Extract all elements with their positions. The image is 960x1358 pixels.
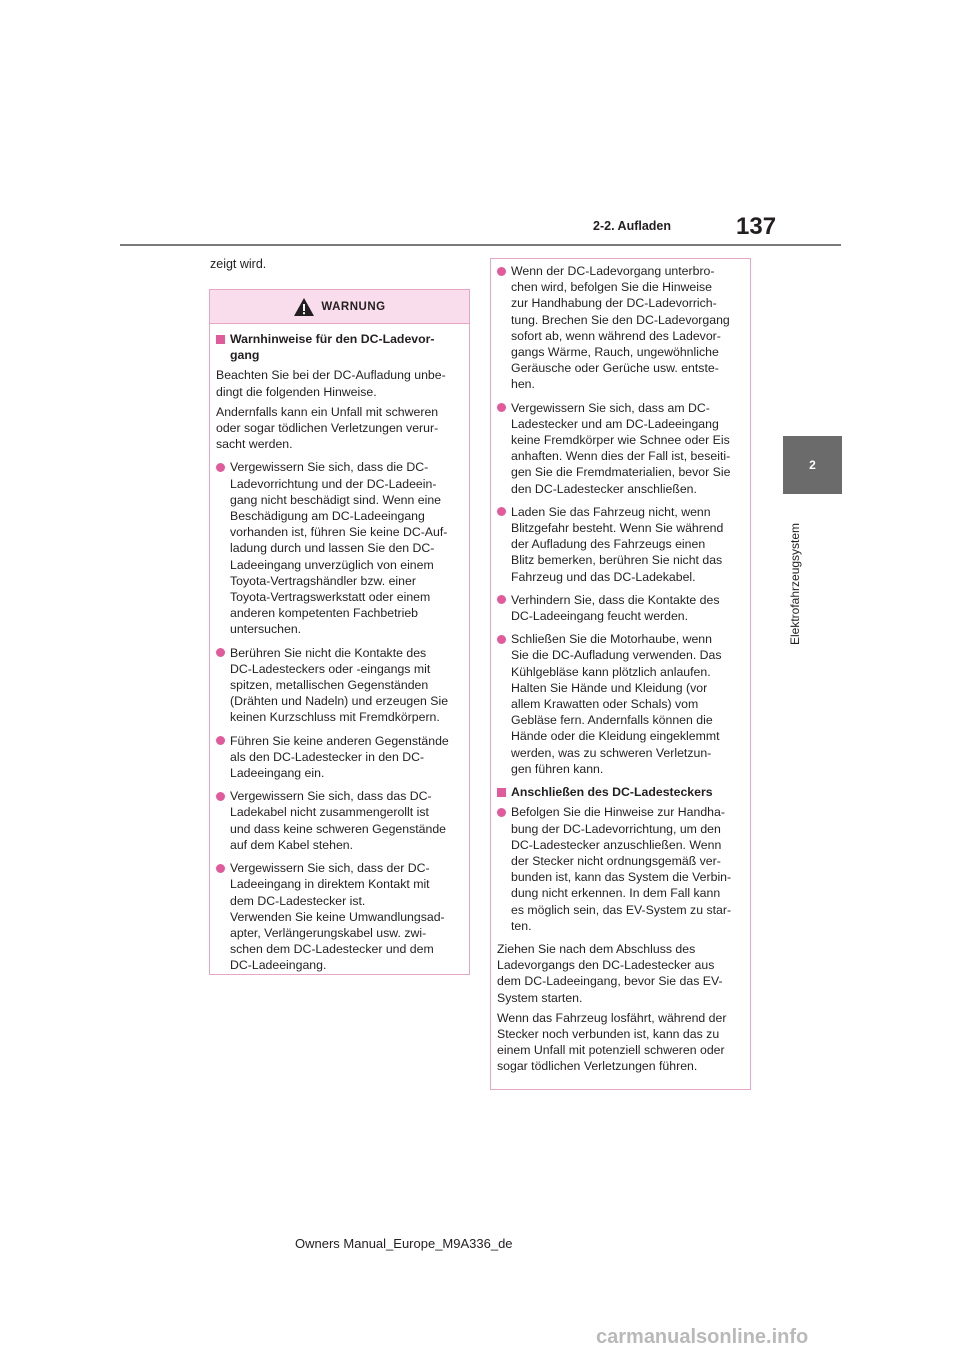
- list-item: [497, 504, 744, 585]
- warning-triangle-icon: [293, 297, 315, 317]
- list-item: [216, 459, 463, 637]
- square-bullet-icon: [216, 335, 225, 344]
- paragraph: Andernfalls kann ein Unfall mit schweren oder sogar tödlichen Verletzungen verur- sacht werden.: [216, 404, 439, 452]
- paragraph: Ziehen Sie nach dem Abschluss des Ladevorgangs den DC-Ladestecker aus dem DC-Ladeeingang, bevor Sie das EV- System starten.: [497, 941, 723, 1005]
- subheading-text: Warnhinweise für den DC-Ladevor- gang: [230, 332, 435, 363]
- square-bullet-icon: [497, 788, 506, 797]
- connect-subheading: [497, 784, 744, 800]
- bullet-dot-icon: [216, 648, 225, 657]
- list-item: [216, 788, 463, 853]
- list-item-text: Befolgen Sie die Hinweise zur Handha- bung der DC-Ladevorrichtung, um den DC-Ladestecker anzuschließen. Wenn der Stecker nicht ordnungsgemäß ver- bunden ist, kann das System die Verbin- dung nicht erkennen. In dem Fall kann es möglich sein, das EV-System zu star- ten.: [511, 805, 732, 933]
- list-item-text: Vergewissern Sie sich, dass der DC- Ladeeingang in direktem Kontakt mit dem DC-Ladestecker ist. Verwenden Sie keine Umwandlungsad- apter, Verlängerungskabel usw. zwi- schen dem DC-Ladestecker und dem DC-Ladeeingang.: [230, 861, 445, 973]
- list-item-text: Vergewissern Sie sich, dass die DC- Ladevorrichtung und der DC-Ladeein- gang nicht beschädigt sind. Wenn eine Beschädigung am DC-Ladeeingang vorhanden ist, führen Sie keine DC-Auf- ladung durch und lassen Sie den DC- Ladeeingang unverzüglich von einem Toyota-Vertragshändler bzw. einer Toyota-Vertragswerkstatt oder einem anderen kompetenten Fachbetrieb untersuchen.: [230, 460, 448, 637]
- list-item: [497, 400, 744, 497]
- bullet-dot-icon: [497, 267, 506, 276]
- list-item: [497, 804, 744, 934]
- bullet-dot-icon: [497, 635, 506, 644]
- list-item: [497, 592, 744, 624]
- chapter-tab: 2: [783, 436, 842, 494]
- list-item: [216, 733, 463, 782]
- bullet-dot-icon: [497, 808, 506, 817]
- header-divider: [120, 244, 841, 246]
- list-item-text: Vergewissern Sie sich, dass am DC- Ladestecker und am DC-Ladeeingang keine Fremdkörper wie Schnee oder Eis anhaften. Wenn dies der Fall ist, beseiti- gen Sie die Fremdmaterialien, bevor Sie den DC-Ladestecker anschließen.: [511, 400, 731, 496]
- page-number: 137: [736, 213, 777, 240]
- list-item: [216, 860, 463, 973]
- paragraph: Wenn das Fahrzeug losfährt, während der Stecker noch verbunden ist, kann das zu einem Unfall mit potenziell schweren oder sogar tödlichen Verletzungen führen.: [497, 1010, 727, 1074]
- list-item: [497, 631, 744, 777]
- bullet-dot-icon: [497, 507, 506, 516]
- chapter-label-text: Elektrofahrzeugsystem: [788, 522, 802, 645]
- warning-box-continued: [490, 258, 751, 1090]
- list-item: [497, 263, 744, 393]
- continuation-text: zeigt wird.: [210, 257, 267, 271]
- subheading-text: Anschließen des DC-Ladesteckers: [511, 785, 713, 800]
- bullet-dot-icon: [216, 736, 225, 745]
- section-title: 2-2. Aufladen: [593, 219, 672, 233]
- list-item-text: Laden Sie das Fahrzeug nicht, wenn Blitzgefahr besteht. Wenn Sie während der Aufladung des Fahrzeugs einen Blitz bemerken, berühren Sie nicht das Fahrzeug und das DC-Ladekabel.: [511, 504, 724, 584]
- list-item-text: Vergewissern Sie sich, dass das DC- Ladekabel nicht zusammengerollt ist und dass keine schweren Gegenstände auf dem Kabel stehen.: [230, 789, 447, 852]
- warning-subheading: [216, 331, 463, 363]
- list-item-text: Schließen Sie die Motorhaube, wenn Sie die DC-Aufladung verwenden. Das Kühlgebläse kann plötzlich anlaufen. Halten Sie Hände und Kleidung (vor allem Krawatten oder Schals) vom Gebläse fern. Andernfalls können die Hände oder die Kleidung eingeklemmt werden, was zu schweren Verletzun- gen führen kann.: [511, 632, 722, 776]
- bullet-dot-icon: [216, 864, 225, 873]
- paragraph: Beachten Sie bei der DC-Aufladung unbe- dingt die folgenden Hinweise.: [216, 368, 446, 399]
- document-id: Owners Manual_Europe_M9A336_de: [295, 1236, 513, 1251]
- warning-box: [209, 289, 470, 975]
- list-item-text: Wenn der DC-Ladevorgang unterbro- chen wird, befolgen Sie die Hinweise zur Handhabung der DC-Ladevorrich- tung. Brechen Sie den DC-Ladevorgang sofort ab, wenn während des Ladevor- gangs Wärme, Rauch, ungewöhnliche Geräusche oder Gerüche usw. entste- hen.: [511, 264, 730, 392]
- warning-header: [210, 290, 469, 324]
- bullet-dot-icon: [216, 463, 225, 472]
- bullet-dot-icon: [216, 792, 225, 801]
- bullet-dot-icon: [497, 595, 506, 604]
- list-item-text: Führen Sie keine anderen Gegenstände als den DC-Ladestecker in den DC- Ladeeingang ein.: [230, 733, 449, 781]
- chapter-label: [786, 505, 806, 645]
- site-watermark: carmanualsonline.info: [596, 1326, 809, 1348]
- list-item: [216, 645, 463, 726]
- bullet-dot-icon: [497, 403, 506, 412]
- list-item-text: Berühren Sie nicht die Kontakte des DC-Ladesteckers oder -eingangs mit spitzen, metallischen Gegenständen (Drähten und Nadeln) und erzeugen Sie keinen Kurzschluss mit Fremdkörpern.: [230, 645, 449, 725]
- list-item-text: Verhindern Sie, dass die Kontakte des DC-Ladeeingang feucht werden.: [511, 592, 720, 624]
- warning-title: WARNUNG: [321, 300, 386, 313]
- warning-content: [210, 324, 469, 974]
